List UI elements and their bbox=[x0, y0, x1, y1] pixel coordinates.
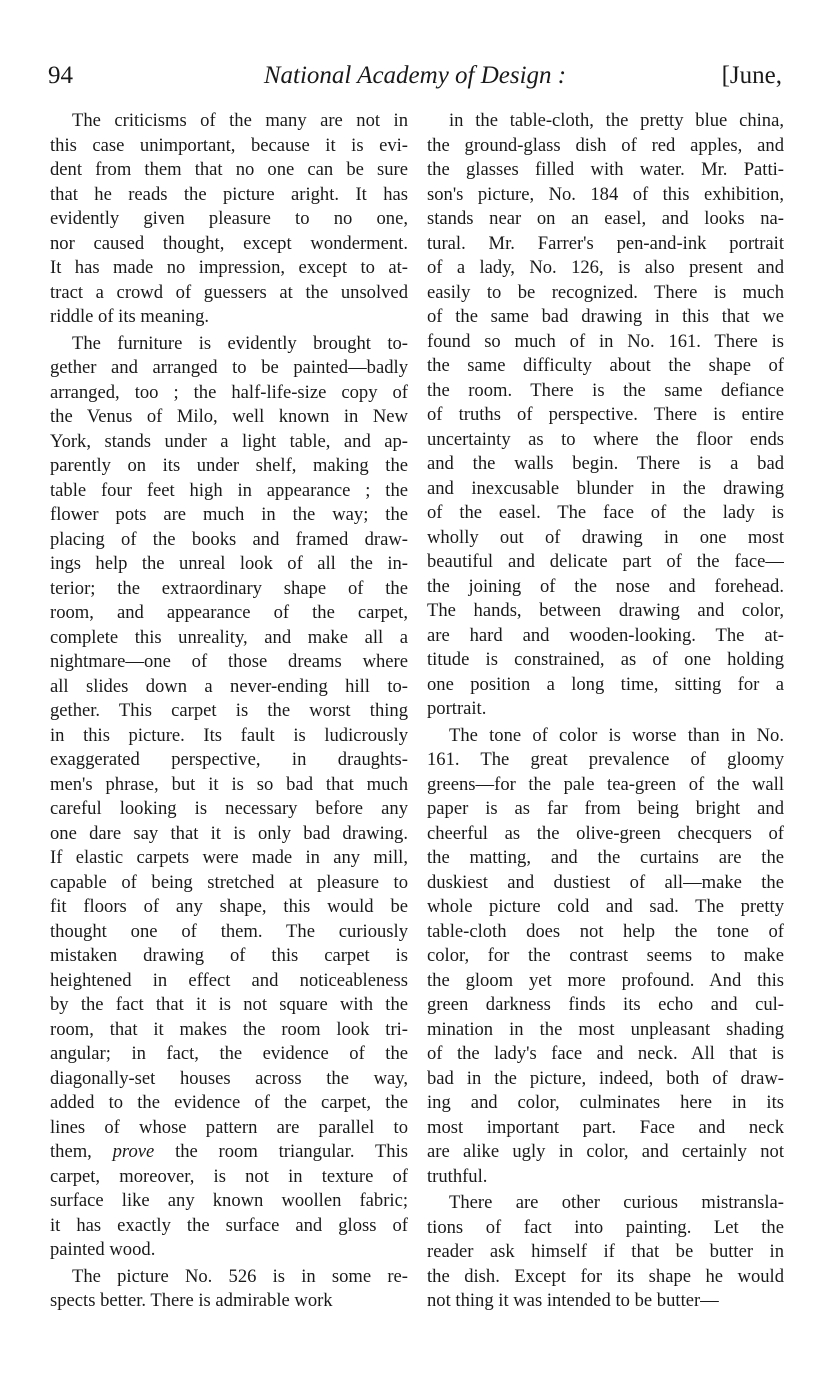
text-line: painted wood. bbox=[50, 1239, 156, 1260]
running-header bbox=[48, 58, 782, 94]
text-line: green darkness finds its echo and cul- bbox=[427, 994, 784, 1015]
text-line: The tone of color is worse than in No. bbox=[449, 724, 784, 746]
text-line: cheerful as the olive-green checquers of bbox=[427, 822, 784, 844]
paragraph bbox=[50, 1265, 408, 1314]
text-line: whole picture cold and sad. The pretty bbox=[427, 896, 784, 917]
text-line: the room. There is the same defiance bbox=[427, 379, 784, 401]
text-line: truthful. bbox=[427, 1165, 488, 1187]
text-line: If elastic carpets were made in any mill, bbox=[50, 847, 408, 868]
text-line: fit floors of any shape, this would be bbox=[50, 896, 408, 917]
text-line: placing of the books and framed draw- bbox=[50, 528, 408, 550]
text-line: added to the evidence of the carpet, the bbox=[50, 1092, 408, 1113]
text-line: tract a crowd of guessers at the unsolved bbox=[50, 281, 408, 303]
text-line: greens—for the pale tea-green of the wall bbox=[427, 773, 784, 795]
text-line: ings help the unreal look of all the in- bbox=[50, 553, 408, 574]
running-month: [June, bbox=[721, 62, 782, 89]
text-line: the Venus of Milo, well known in New bbox=[50, 406, 408, 427]
text-line: the same difficulty about the shape of bbox=[427, 355, 784, 376]
text-line: the joining of the nose and forehead. bbox=[427, 575, 784, 597]
text-line: ing and color, culminates here in its bbox=[427, 1092, 784, 1113]
text-line: of truths of perspective. There is entire bbox=[427, 404, 784, 425]
running-title: National Academy of Design : bbox=[263, 62, 567, 89]
text-line: the matting, and the curtains are the bbox=[427, 847, 784, 868]
text-line: portrait. bbox=[427, 698, 487, 719]
text-line: tions of fact into painting. Let the bbox=[427, 1216, 784, 1238]
paragraph bbox=[427, 109, 784, 722]
text-line: parently on its under shelf, making the bbox=[50, 455, 408, 476]
text-line: of the lady's face and neck. All that is bbox=[427, 1043, 784, 1064]
text-line: room, and appearance of the carpet, bbox=[50, 602, 408, 623]
text-line: men's phrase, but it is so bad that much bbox=[50, 773, 408, 795]
text-line: the ground-glass dish of red apples, and bbox=[427, 134, 784, 156]
text-line: spects better. There is admirable work bbox=[50, 1290, 333, 1311]
text-line: paper is as far from being bright and bbox=[427, 798, 784, 819]
text-line: There are other curious mistransla- bbox=[449, 1192, 784, 1213]
text-line: by the fact that it is not square with the bbox=[50, 994, 408, 1015]
text-line: surface like any known woollen fabric; bbox=[50, 1190, 408, 1211]
text-line: The criticisms of the many are not in bbox=[72, 110, 408, 131]
text-line: gether. This carpet is the worst thing bbox=[50, 700, 408, 721]
text-line: exaggerated perspective, in draughts- bbox=[50, 749, 408, 770]
text-line: gether and arranged to be painted—badly bbox=[50, 357, 408, 378]
text-line: It has made no impression, except to at- bbox=[50, 257, 408, 278]
text-line: mistaken drawing of this carpet is bbox=[50, 945, 408, 966]
text-line: son's picture, No. 184 of this exhibition, bbox=[427, 183, 784, 205]
text-line: capable of being stretched at pleasure to bbox=[50, 871, 408, 893]
text-line: uncertainty as to where the floor ends bbox=[427, 428, 784, 450]
text-line: the glasses filled with water. Mr. Patti- bbox=[427, 159, 784, 180]
text-line: mination in the most unpleasant shading bbox=[427, 1018, 784, 1040]
text-line: angular; in fact, the evidence of the bbox=[50, 1043, 408, 1064]
text-line: are hard and wooden-looking. The at- bbox=[427, 624, 784, 646]
text-line: one dare say that it is only bad drawing. bbox=[50, 822, 408, 844]
text-line: all slides down a never-ending hill to- bbox=[50, 675, 408, 697]
text-line: complete this unreality, and make all a bbox=[50, 626, 408, 648]
text-line: heightened in effect and noticeableness bbox=[50, 969, 408, 991]
text-line: arranged, too ; the half-life-size copy of bbox=[50, 381, 408, 403]
text-line: table four feet high in appearance ; the bbox=[50, 479, 408, 501]
text-line: stands near on an easel, and looks na- bbox=[427, 208, 784, 229]
text-line: and the walls begin. There is a bad bbox=[427, 453, 784, 474]
text-line: one position a long time, sitting for a bbox=[427, 673, 784, 695]
text-line: thought one of them. The curiously bbox=[50, 920, 408, 942]
text-line: nor caused thought, except wonderment. bbox=[50, 232, 408, 254]
text-line: wholly out of drawing in one most bbox=[427, 526, 784, 548]
text-line: carpet, moreover, is not in texture of bbox=[50, 1165, 408, 1187]
text-line: in the table-cloth, the pretty blue china, bbox=[449, 110, 784, 131]
text-line: evidently given pleasure to no one, bbox=[50, 208, 408, 229]
text-line: The picture No. 526 is in some re- bbox=[72, 1265, 408, 1287]
text-line: color, for the contrast seems to make bbox=[427, 945, 784, 966]
text-line: and inexcusable blunder in the drawing bbox=[427, 477, 784, 499]
text-line: table-cloth does not help the tone of bbox=[427, 920, 784, 942]
text-line: in this picture. Its fault is ludicrously bbox=[50, 724, 408, 746]
text-line: the gloom yet more profound. And this bbox=[427, 969, 784, 991]
text-line: The hands, between drawing and color, bbox=[427, 600, 784, 621]
text-line: this case unimportant, because it is evi- bbox=[50, 134, 408, 156]
text-line: riddle of its meaning. bbox=[50, 306, 210, 327]
paragraph bbox=[50, 109, 408, 330]
text-line: flower pots are much in the way; the bbox=[50, 504, 408, 525]
text-line: the dish. Except for its shape he would bbox=[427, 1265, 784, 1287]
text-line: nightmare—one of those dreams where bbox=[50, 651, 408, 672]
text-line: dent from them that no one can be sure bbox=[50, 159, 408, 180]
text-line: them, prove the room triangular. This bbox=[50, 1141, 408, 1162]
text-line: that he reads the picture aright. It has bbox=[50, 183, 408, 205]
page-number: 94 bbox=[48, 62, 73, 89]
text-line: terior; the extraordinary shape of the bbox=[50, 577, 408, 599]
text-line: of a lady, No. 126, is also present and bbox=[427, 257, 784, 278]
text-line: lines of whose pattern are parallel to bbox=[50, 1116, 408, 1138]
text-line: 161. The great prevalence of gloomy bbox=[427, 749, 784, 770]
text-line: are alike ugly in color, and certainly not bbox=[427, 1141, 784, 1162]
right-column bbox=[427, 109, 784, 1314]
paragraph bbox=[427, 1191, 784, 1314]
text-line: of the same bad drawing in this that we bbox=[427, 306, 784, 327]
text-line: most important part. Face and neck bbox=[427, 1116, 784, 1138]
left-column bbox=[50, 109, 408, 1314]
text-line: room, that it makes the room look tri- bbox=[50, 1018, 408, 1040]
text-line: diagonally-set houses across the way, bbox=[50, 1067, 408, 1089]
text-line: of the easel. The face of the lady is bbox=[427, 502, 784, 523]
text-line: York, stands under a light table, and ap- bbox=[50, 430, 408, 452]
text-line: easily to be recognized. There is much bbox=[427, 281, 784, 303]
text-line: reader ask himself if that be butter in bbox=[427, 1241, 784, 1262]
text-line: it has exactly the surface and gloss of bbox=[50, 1214, 408, 1236]
text-line: careful looking is necessary before any bbox=[50, 798, 408, 819]
text-line: titude is constrained, as of one holding bbox=[427, 649, 784, 670]
paragraph bbox=[427, 724, 784, 1190]
text-line: tural. Mr. Farrer's pen-and-ink portrait bbox=[427, 232, 784, 254]
emphasized-word: prove bbox=[112, 1141, 155, 1162]
text-line: The furniture is evidently brought to- bbox=[72, 332, 408, 354]
text-line: not thing it was intended to be butter— bbox=[427, 1290, 719, 1311]
text-line: bad in the picture, indeed, both of draw- bbox=[427, 1067, 784, 1089]
text-line: beautiful and delicate part of the face— bbox=[427, 551, 784, 572]
text-line: duskiest and dustiest of all—make the bbox=[427, 871, 784, 893]
text-line: found so much of in No. 161. There is bbox=[427, 330, 784, 352]
paragraph bbox=[50, 332, 408, 1263]
